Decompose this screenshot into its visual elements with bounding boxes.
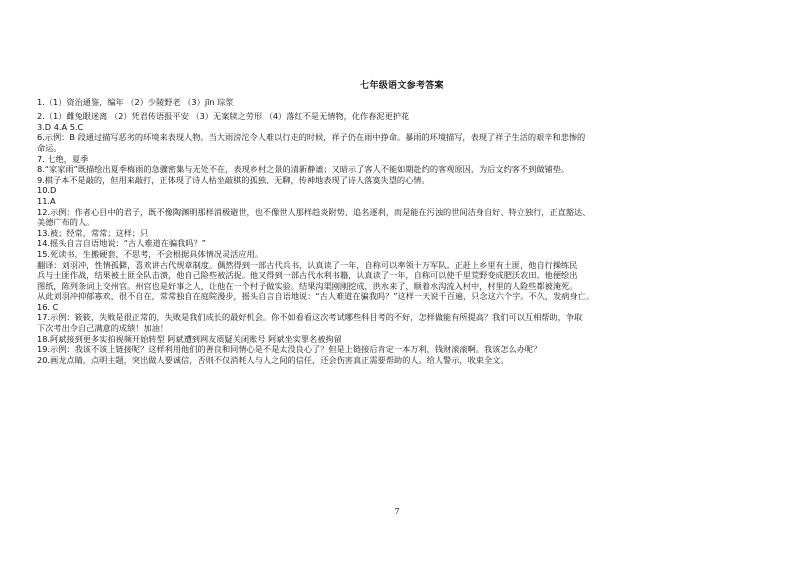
- answer-line-2: 2.（1）雌兔眼迷离 （2）凭君传语报平安 （3）无案牍之劳形 （4）落红不是无情物，化作春泥更护花: [37, 111, 410, 122]
- translation-line-1: 翻译：刘羽冲，性情孤僻，喜欢讲古代规章制度。偶然得到一部古代兵书，认真读了一年，自称可以率领十万军队。正赶上乡里有土匪，他自行操练民: [37, 259, 578, 270]
- page-number: 7: [394, 507, 400, 516]
- answer-line-1: 1.（1）资治通鉴，编年 （2）少陵野老 （3）jīn 琮浆: [37, 97, 234, 107]
- answer-line-15: 15.死读书，生搬硬套，不思考，不会根据具体情况灵活应用。: [37, 248, 263, 259]
- answer-line-6-cont: 命运。: [37, 142, 62, 153]
- translation-line-4: 从此刘羽冲抑郁寡欢，很不自在，常常独自在庭院漫步，摇头自言自语地说：“古人难道在骗我吗？”这样一天说千百遍，只念这六个字。不久，发病身亡。: [37, 291, 595, 302]
- answer-line-18: 18.阿斌接到更多实拍视频开始转型 阿斌遭到网友质疑关闭账号 阿斌坐实罪名被拘留: [37, 333, 342, 344]
- answer-line-3-5: 3.D 4.A 5.C: [37, 121, 84, 132]
- answer-line-13: 13.被；经常，常常；这样；只: [37, 227, 149, 238]
- answer-line-17-cont: 下次考出令自己满意的成绩！加油！: [37, 323, 169, 334]
- answer-line-11: 11.A: [37, 195, 56, 206]
- answer-line-12-cont: 美德广布的人。: [37, 217, 95, 228]
- answer-line-12: 12.示例：作者心目中的君子，既不像陶渊明那样消极避世，也不像世人那样趋炎附势、追名逐利，而是能在污浊的世间洁身自好、特立独行，正直豁达、: [37, 206, 591, 217]
- answer-line-7: 7. 七绝，夏季: [37, 153, 89, 164]
- answer-line-9: 9.棋子本不是敲的，但用来敲打，正体现了诗人枯坐敲棋的孤独、无聊，传神地表现了诗人落寞失望的心情。: [37, 174, 430, 185]
- answer-line-16: 16. C: [37, 301, 59, 312]
- answer-line-17: 17.示例：筱筱，失败是很正常的，失败是我们成长的最好机会。你不如看看这次考试哪些科目考的不好，怎样做能有所提高？我们可以互相帮助，争取: [37, 312, 583, 323]
- translation-line-2: 兵与土匪作战，结果被土匪全队击溃，他自己险些被活捉。他又得到一部古代水利书籍，认真读了一年，自称可以使千里荒野变成肥沃农田。他便绘出: [37, 270, 578, 281]
- answer-sheet: [37, 78, 767, 365]
- answer-line-14: 14.摇头自言自语地说：“古人难道在骗我吗？”: [37, 238, 206, 249]
- answer-line-8: 8.“家家雨”既描绘出夏季梅雨的急骤密集与无处不在，表现乡村之景的清新静谧；又暗示了客人不能如期赴约的客观原因，为后文约客不到做铺垫。: [37, 164, 570, 175]
- answer-line-19: 19.示例：我该不该上链接呢？这样利用他们的善良和同情心是不是太没良心了？但是上链接后肯定一本万利，钱财滚滚啊。我该怎么办呢？: [37, 344, 542, 355]
- page-title: 七年级语文参考答案: [360, 81, 444, 91]
- answer-line-6: 6.示例：B 段通过描写恶劣的环境来表现人物。当大雨滂沱令人难以行走的时候，祥子仍在雨中挣命。暴雨的环境描写，表现了祥子生活的艰辛和悲惨的: [37, 132, 586, 143]
- translation-line-3: 图纸，陈列条词上交州官。州官也是好事之人，让他在一个村子做实验。结果沟渠刚刚挖成，洪水来了，顺着水沟流入村中，村里的人险些都被淹死。: [37, 280, 578, 291]
- answer-line-20: 20.画龙点睛，点明主题，突出做人要诚信，否则不仅消耗人与人之间的信任，还会伤害真正需要帮助的人。给人警示，收束全文。: [37, 354, 509, 365]
- answer-line-10: 10.D: [37, 185, 57, 196]
